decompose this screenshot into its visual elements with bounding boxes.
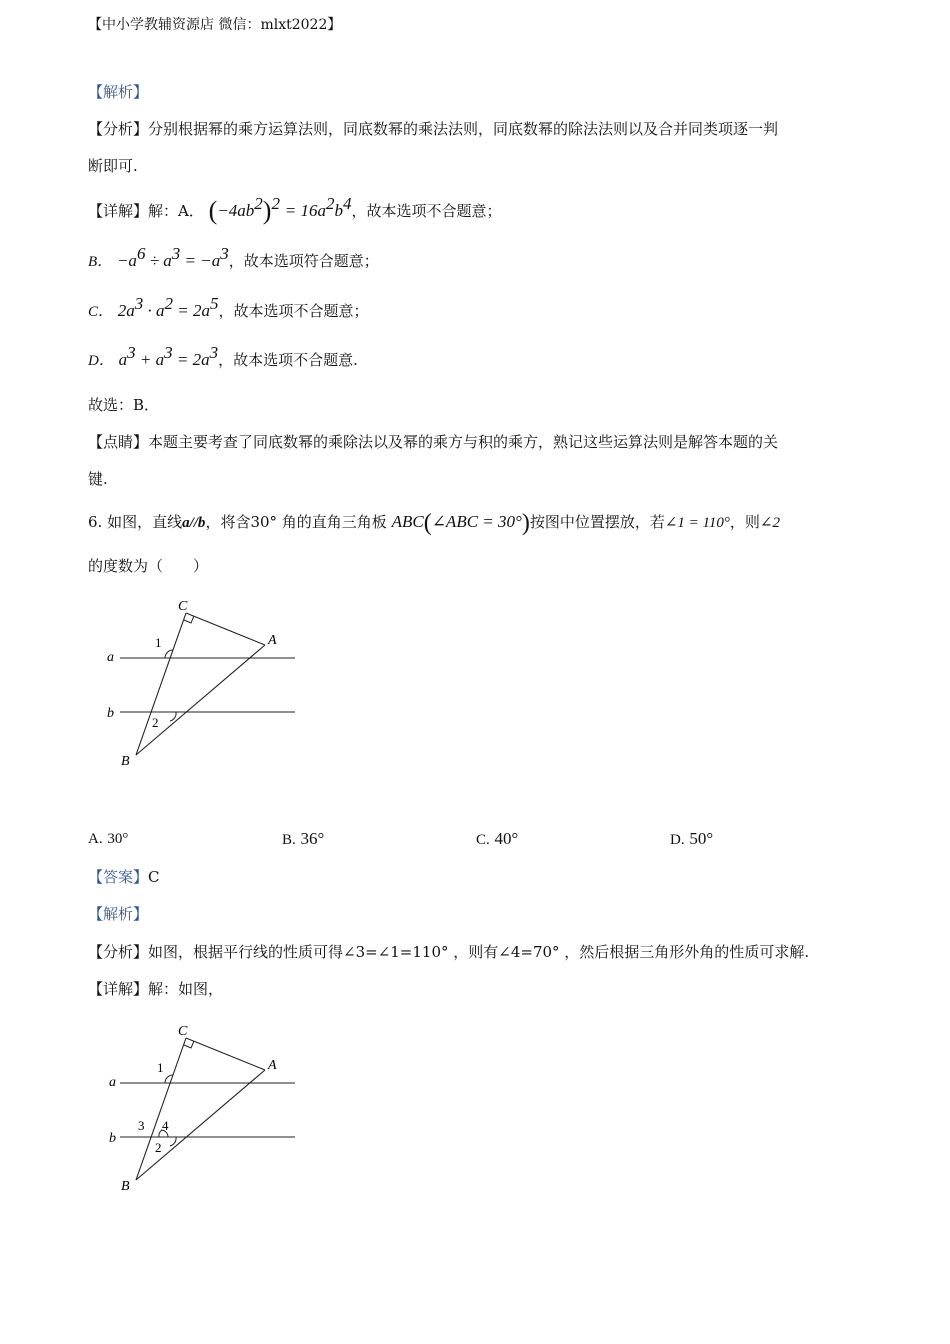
math-c-e3: 5 <box>210 294 219 313</box>
label-line-b: b <box>109 1131 116 1146</box>
label-angle-3: 3 <box>138 1118 145 1133</box>
label-b-vertex: B <box>121 1179 130 1194</box>
option-c-label: C． <box>88 304 114 320</box>
q6-angle-abc: ∠ABC = 30° <box>431 512 522 531</box>
geometry-figure-2 <box>100 1020 305 1195</box>
label-angle-2: 2 <box>152 715 159 730</box>
q6-option-d <box>670 829 713 849</box>
label-a-vertex: A <box>268 1058 277 1073</box>
option-d-label: D． <box>88 353 114 369</box>
option-a-label: A. <box>88 831 103 847</box>
fenxi-tag: 【分析】 <box>88 120 149 138</box>
q6-stem-line2: 的度数为（ ） <box>88 557 209 575</box>
option-b-label: B. <box>282 832 296 848</box>
option-c-label: C. <box>476 832 490 848</box>
math-a-rhs-e1: 2 <box>325 194 335 213</box>
option-d-value: 50° <box>689 829 714 848</box>
right-angle-mark <box>184 1041 194 1048</box>
q6-stem-part4: ，则 <box>729 513 760 531</box>
label-a-vertex: A <box>268 633 277 648</box>
math-b-1: −a <box>116 251 137 270</box>
label-angle-1: 1 <box>155 635 162 650</box>
math-a-rhs-e2: 4 <box>342 194 352 213</box>
label-b-vertex: B <box>121 754 130 769</box>
q6-option-a <box>88 829 128 848</box>
q6-triangle-abc: ABC <box>391 512 424 531</box>
math-c-e2: 2 <box>164 294 174 313</box>
dianjing-text: 本题主要考查了同底数幂的乘除法以及幂的乘方与积的乘方，熟记这些运算法则是解答本题的关 <box>148 433 779 451</box>
q6-stem-part2: ，将含30° 角的直角三角板 <box>205 513 387 531</box>
label-angle-1: 1 <box>157 1060 164 1075</box>
q6-angle-1: ∠1 = 110° <box>664 515 730 531</box>
math-a-base: −4ab <box>217 201 255 220</box>
q5-option-a-solution <box>88 196 502 226</box>
math-a-rhs-b: b <box>334 201 343 220</box>
q6-parallel-ab: a//b <box>182 515 206 531</box>
math-d-3: = 2a <box>172 350 210 369</box>
label-line-b: b <box>107 706 114 721</box>
q6-fenxi <box>88 941 809 962</box>
label-c: C <box>178 1024 188 1039</box>
option-c-value: 40° <box>494 829 519 848</box>
q6-option-c <box>476 829 518 849</box>
label-c: C <box>178 599 188 614</box>
option-b-label: B． <box>88 254 113 270</box>
label-angle-2: 2 <box>155 1140 162 1155</box>
math-b-e1: 6 <box>136 244 146 263</box>
detail-intro: 解：A． <box>148 202 204 220</box>
math-d-e3: 3 <box>209 343 219 362</box>
left-paren: ( <box>208 196 218 225</box>
option-a-value: 30° <box>107 831 129 847</box>
math-c-2: · a <box>143 301 165 320</box>
fenxi-text: 如图，根据平行线的性质可得∠3=∠1=110° ，则有∠4=70° ，然后根据三角形外角的性质可求解. <box>148 943 810 961</box>
geometry-figure-1 <box>100 595 305 770</box>
detail-tag: 【详解】 <box>88 202 149 220</box>
q5-dianjing-line1 <box>88 431 778 452</box>
q5-fenxi-line1 <box>88 118 778 139</box>
q5-fenxi-line2: 断即可. <box>88 157 138 175</box>
label-angle-4: 4 <box>162 1118 169 1133</box>
q5-option-b-solution <box>88 244 379 271</box>
side-ca <box>186 613 265 645</box>
math-b-2: ÷ a <box>145 251 172 270</box>
option-a-tail: ，故本选项不合题意； <box>351 202 502 220</box>
angle-2-arc <box>170 1137 176 1146</box>
detail-text: 解：如图， <box>148 980 224 998</box>
right-paren: ) <box>262 196 272 225</box>
right-angle-mark <box>184 616 194 623</box>
header-text: 【中小学教辅资源店 微信：mlxt2022】 <box>88 17 342 33</box>
answer-tag: 【答案】 <box>88 868 149 886</box>
label-line-a: a <box>107 650 114 665</box>
math-a-rhs: = 16a <box>284 201 326 220</box>
option-d-tail: ，故本选项不合题意. <box>218 351 358 369</box>
option-b-tail: ，故本选项符合题意； <box>228 252 379 270</box>
q5-option-c-solution <box>88 294 369 321</box>
fenxi-text: 分别根据幂的乘方运算法则，同底数幂的乘法法则，同底数幂的除法法则以及合并同类项逐一判 <box>148 120 779 138</box>
q6-stem-line1 <box>88 510 780 537</box>
math-a-exp-inner: 2 <box>254 194 263 213</box>
option-b-value: 36° <box>300 829 325 848</box>
math-d-2: + a <box>135 350 165 369</box>
math-b-3: = −a <box>180 251 221 270</box>
jiexi-tag: 【解析】 <box>88 83 149 101</box>
q5-dianjing-line2: 键. <box>88 470 108 488</box>
q6-angle-2: ∠2 <box>759 515 780 531</box>
q6-option-b <box>282 829 324 849</box>
fenxi-tag: 【分析】 <box>88 943 149 961</box>
math-c-1: 2a <box>117 301 135 320</box>
q5-conclusion: 故选：B． <box>88 396 160 414</box>
side-ca <box>186 1038 265 1070</box>
q6-jiexi-tag: 【解析】 <box>88 905 149 923</box>
q5-option-d-solution <box>88 343 358 370</box>
right-paren: ) <box>521 510 530 536</box>
math-c-3: = 2a <box>173 301 211 320</box>
angle-2-arc <box>170 712 176 721</box>
option-d-label: D. <box>670 832 685 848</box>
math-a-exp-outer: 2 <box>271 194 280 213</box>
left-paren: ( <box>423 510 432 536</box>
math-d-e1: 3 <box>127 343 136 362</box>
q6-detail <box>88 978 223 999</box>
math-b-e2: 3 <box>171 244 181 263</box>
option-c-tail: ，故本选项不合题意； <box>218 302 369 320</box>
answer-value: C <box>148 868 160 886</box>
dianjing-tag: 【点睛】 <box>88 433 149 451</box>
math-c-e1: 3 <box>134 294 144 313</box>
q6-stem-part1: 6. 如图，直线 <box>88 513 183 531</box>
q6-answer <box>88 866 160 887</box>
math-d-1: a <box>118 350 128 369</box>
label-line-a: a <box>109 1075 116 1090</box>
math-d-e2: 3 <box>164 343 173 362</box>
q6-stem-part3: 按图中位置摆放，若 <box>529 513 665 531</box>
detail-tag: 【详解】 <box>88 980 149 998</box>
math-b-e3: 3 <box>220 244 229 263</box>
